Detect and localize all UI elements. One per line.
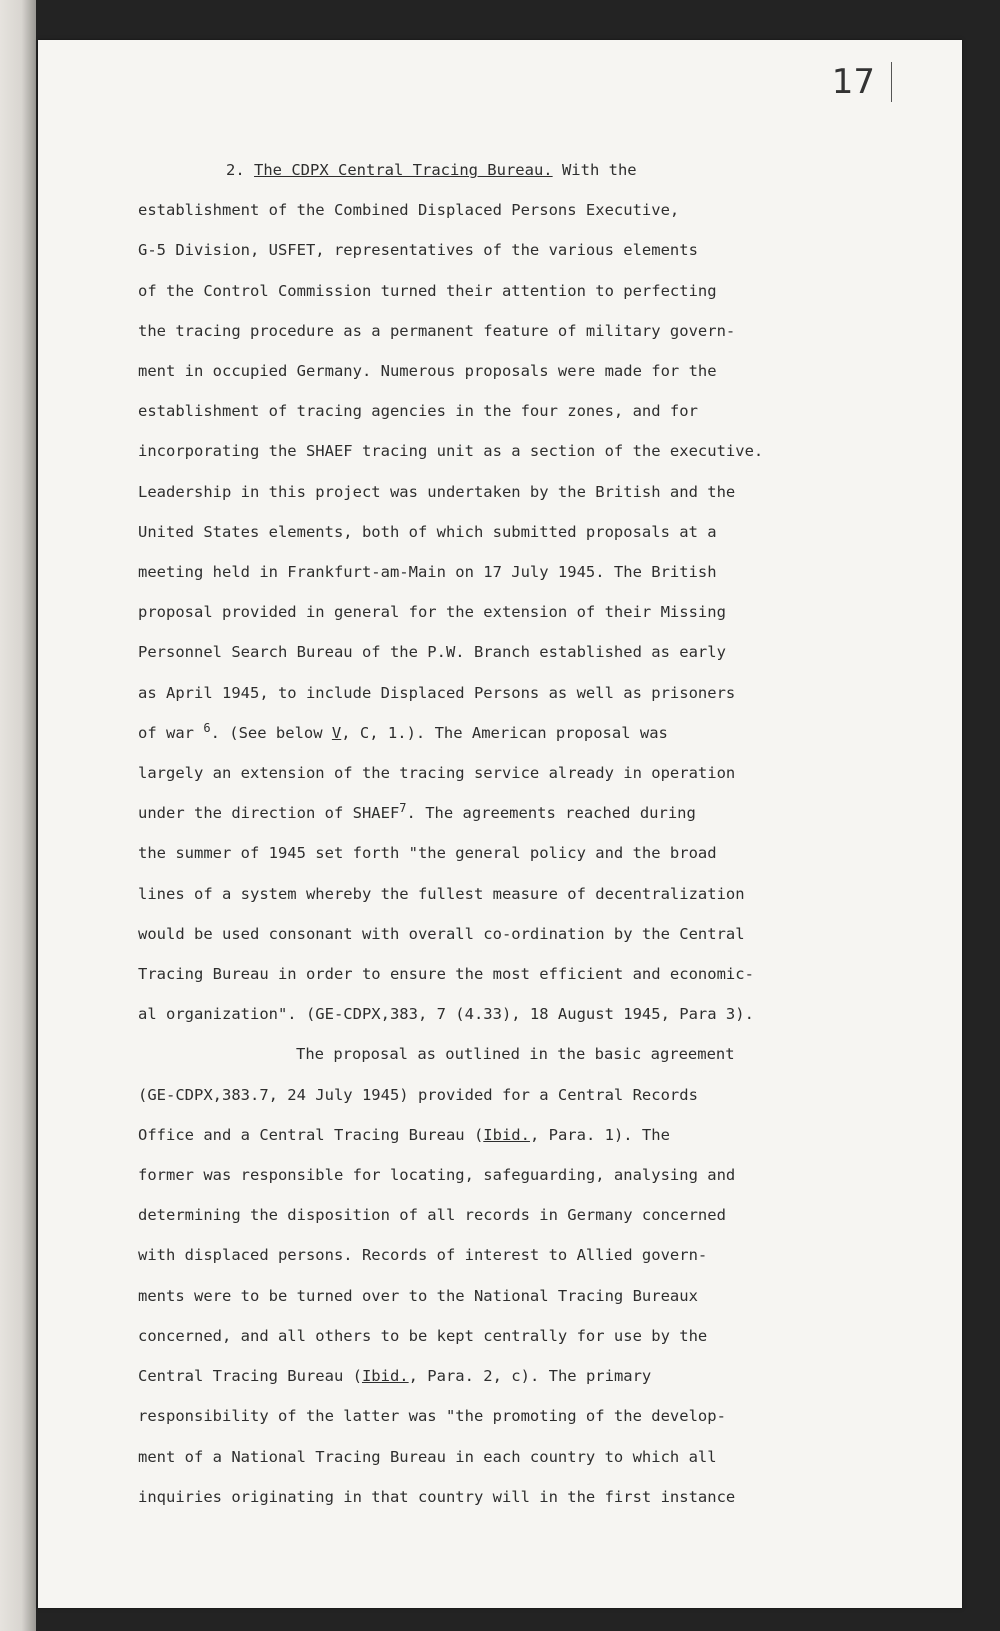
text-line: al organization". (GE-CDPX,383, 7 (4.33), 18 August 1945, Para 3). <box>138 1005 754 1024</box>
page-number: 17 <box>832 62 892 102</box>
text-line: largely an extension of the tracing service already in operation <box>138 764 736 783</box>
text-line: of the Control Commission turned their attention to perfecting <box>138 281 717 300</box>
text-line: The proposal as outlined in the basic agreement <box>296 1045 735 1064</box>
text-fragment: , Para. 2, c). The primary <box>408 1367 652 1386</box>
text-line: ments were to be turned over to the National Tracing Bureaux <box>138 1286 698 1305</box>
text-fragment: Central Tracing Bureau ( <box>138 1367 362 1386</box>
text-line: proposal provided in general for the extension of their Missing <box>138 603 726 622</box>
text-line: former was responsible for locating, safeguarding, analysing and <box>138 1166 736 1185</box>
text-line: lines of a system whereby the fullest measure of decentralization <box>138 884 745 903</box>
text-fragment: under the direction of SHAEF <box>138 804 400 823</box>
text-line: Personnel Search Bureau of the P.W. Branch established as early <box>138 643 726 662</box>
text-line <box>138 713 868 753</box>
text-line <box>138 793 868 833</box>
text-line: concerned, and all others to be kept centrally for use by the <box>138 1326 708 1345</box>
text-line: would be used consonant with overall co-ordination by the Central <box>138 924 745 943</box>
text-fragment: Ibid. <box>361 1367 409 1386</box>
text-line: determining the disposition of all records in Germany concerned <box>138 1206 726 1225</box>
text-line: meeting held in Frankfurt-am-Main on 17 July 1945. The British <box>138 563 717 582</box>
section-number: 2. <box>226 161 245 179</box>
text-line: as April 1945, to include Displaced Persons as well as prisoners <box>138 683 736 702</box>
text-line: With the <box>552 161 637 179</box>
binder-edge <box>0 0 36 1631</box>
text-fragment: Ibid. <box>483 1125 530 1144</box>
text-line: G-5 Division, USFET, representatives of the various elements <box>138 241 698 260</box>
text-line: establishment of tracing agencies in the four zones, and for <box>138 402 698 421</box>
text-line: Leadership in this project was undertaken by the British and the <box>138 482 736 501</box>
text-fragment: of war <box>138 723 194 742</box>
text-line: ment of a National Tracing Bureau in each country to which all <box>138 1447 717 1466</box>
text-line: the summer of 1945 set forth "the general policy and the broad <box>138 844 717 863</box>
text-fragment: . (See below <box>210 723 332 742</box>
text-line: United States elements, both of which submitted proposals at a <box>138 522 717 541</box>
text-line: inquiries originating in that country will in the first instance <box>138 1487 736 1506</box>
text-fragment: , C, 1.). The American proposal was <box>341 723 668 742</box>
text-line: responsibility of the latter was "the promoting of the develop- <box>138 1407 726 1426</box>
text-line <box>138 1115 868 1155</box>
body-text <box>138 150 868 1517</box>
text-fragment: . The agreements reached during <box>406 804 696 823</box>
text-line: Tracing Bureau in order to ensure the most efficient and economic- <box>138 965 754 984</box>
text-line: ment in occupied Germany. Numerous proposals were made for the <box>138 362 717 381</box>
text-line: with displaced persons. Records of interest to Allied govern- <box>138 1246 708 1265</box>
document-page <box>38 40 962 1608</box>
text-line <box>138 1356 868 1396</box>
footnote-ref-7: 7 <box>399 801 407 816</box>
text-line: (GE-CDPX,383.7, 24 July 1945) provided for a Central Records <box>138 1085 698 1104</box>
text-line: establishment of the Combined Displaced Persons Executive, <box>138 201 680 220</box>
text-line: the tracing procedure as a permanent feature of military govern- <box>138 321 736 340</box>
heading-line <box>138 150 868 190</box>
text-fragment: V <box>331 723 342 742</box>
text-fragment: Office and a Central Tracing Bureau ( <box>138 1125 484 1144</box>
section-title: The CDPX Central Tracing Bureau. <box>254 161 553 179</box>
text-fragment: , Para. 1). The <box>529 1125 670 1144</box>
text-line: incorporating the SHAEF tracing unit as a section of the executive. <box>138 442 764 461</box>
footnote-ref-6: 6 <box>203 720 211 735</box>
